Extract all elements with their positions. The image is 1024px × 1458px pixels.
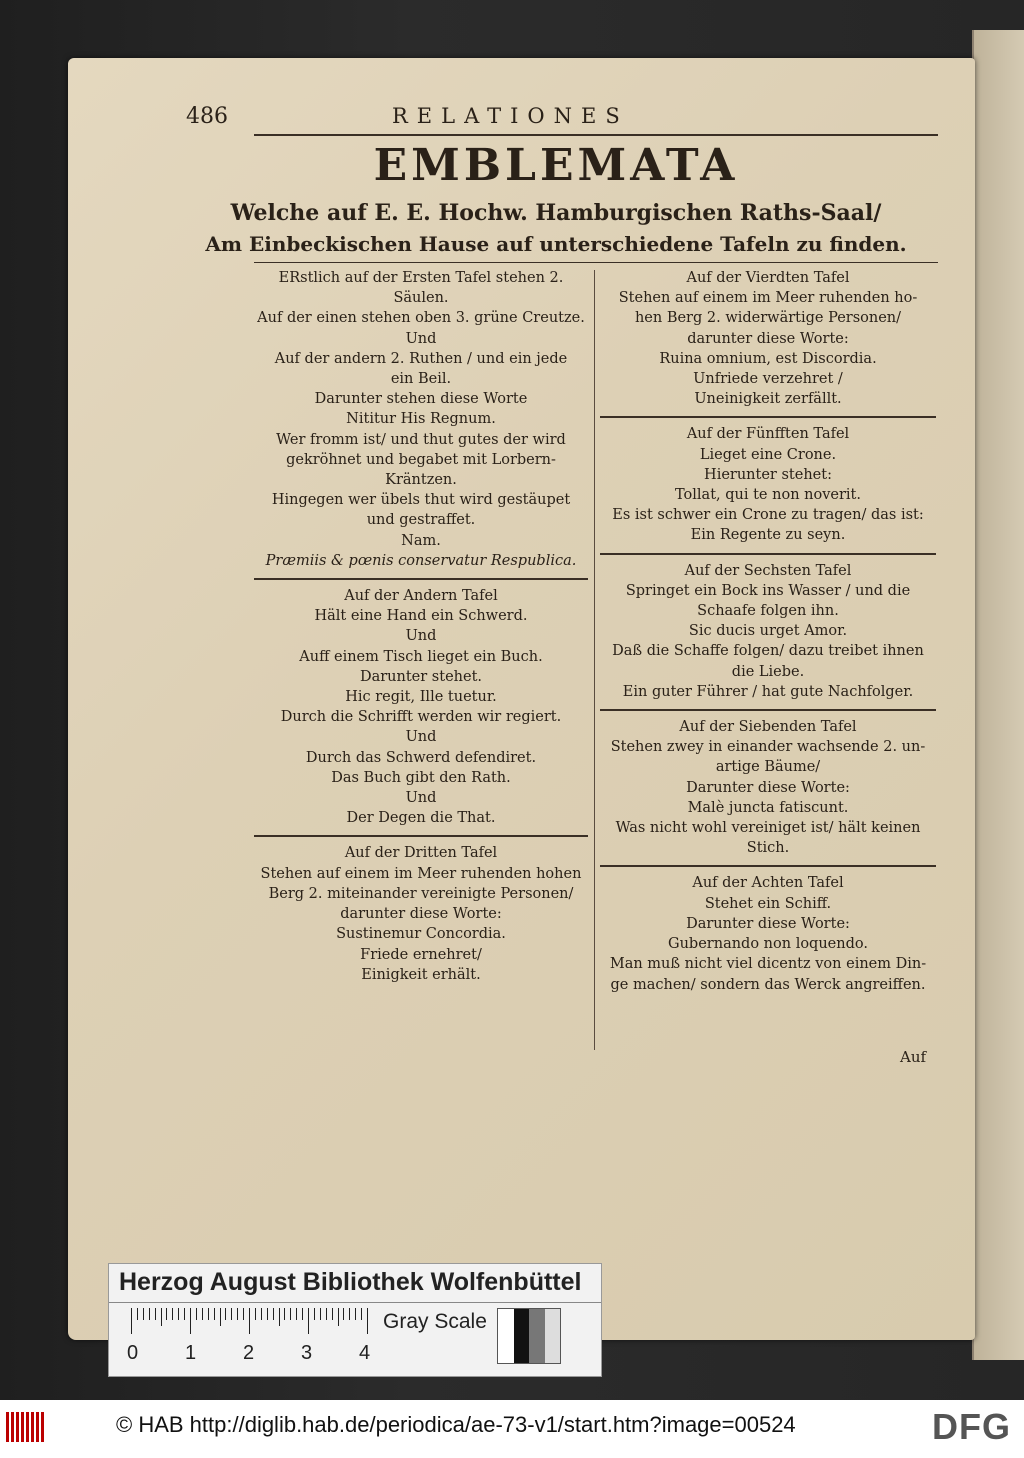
ruler-tick	[155, 1308, 156, 1320]
text-line: gekröhnet und begabet mit Lorbern-	[286, 451, 556, 468]
text-line: Uneinigkeit zerfällt.	[694, 391, 842, 408]
ruler-tick	[131, 1308, 132, 1334]
text-line: Und	[405, 628, 437, 645]
text-line: Was nicht wohl vereiniget ist/ hält keinen	[615, 820, 921, 837]
text-line: Nititur His Regnum.	[346, 411, 496, 428]
text-line: Auf der andern 2. Ruthen / und ein jede	[274, 350, 568, 367]
ruler-tick	[184, 1308, 185, 1320]
ruler-tick	[202, 1308, 203, 1320]
text-line: Malè juncta fatiscunt.	[687, 799, 849, 816]
ruler-tick	[267, 1308, 268, 1320]
text-line: Stehen zwey in einander wachsende 2. un-	[610, 739, 926, 756]
footer-url[interactable]: © HAB http://diglib.hab.de/periodica/ae-73-v1/start.htm?image=00524	[116, 1412, 796, 1437]
text-line: Daß die Schaffe folgen/ dazu treibet ihnen	[612, 643, 924, 660]
right-column	[600, 268, 936, 995]
text-line: Auf der Achten Tafel	[692, 875, 844, 892]
subtitle-line-2: Am Einbeckischen Hause auf unterschiedene Tafeln zu finden.	[205, 232, 907, 256]
text-line: Friede ernehret/	[360, 946, 482, 963]
column-divider	[594, 270, 595, 1050]
ruler-tick	[279, 1308, 280, 1326]
text-line: Unfriede verzehret /	[693, 371, 843, 388]
text-line: Sic ducis urget Amor.	[688, 623, 848, 640]
ruler-tick	[261, 1308, 262, 1320]
text-line: Säulen.	[393, 290, 449, 307]
text-line: und gestraffet.	[366, 512, 476, 529]
ruler-tick	[332, 1308, 333, 1320]
text-line: ein Beil.	[390, 371, 452, 388]
ruler-number: 4	[359, 1342, 371, 1364]
text-line: Tollat, qui te non noverit.	[675, 487, 861, 504]
page-title: EMBLEMATA	[373, 140, 739, 191]
ruler-tick	[355, 1308, 356, 1320]
ruler-tick	[361, 1308, 362, 1320]
text-line: Durch die Schrifft werden wir regiert.	[280, 709, 562, 726]
ruler-tick	[343, 1308, 344, 1320]
text-line: Der Degen die That.	[346, 810, 496, 827]
section-rule	[600, 709, 936, 711]
title-rule	[254, 262, 938, 263]
text-line: Stehen auf einem im Meer ruhenden hohen	[260, 865, 582, 882]
text-line: die Liebe.	[731, 663, 805, 680]
ruler-tick	[231, 1308, 232, 1320]
text-line: Hierunter stehet:	[704, 466, 832, 483]
ruler-tick	[149, 1308, 150, 1320]
ruler-tick	[243, 1308, 244, 1320]
ruler-tick	[284, 1308, 285, 1320]
ruler-tick	[225, 1308, 226, 1320]
text-line: Auff einem Tisch lieget ein Buch.	[299, 648, 543, 665]
text-line: Darunter diese Worte:	[686, 779, 850, 796]
emblem-entry	[600, 268, 936, 409]
text-line: Kräntzen.	[385, 472, 457, 489]
section-rule	[600, 416, 936, 418]
ruler-tick	[137, 1308, 138, 1320]
text-line: Auf der Sechsten Tafel	[684, 562, 852, 579]
emblem-entry	[600, 717, 936, 858]
text-line: Durch das Schwerd defendiret.	[305, 749, 537, 766]
text-line: Ein guter Führer / hat gute Nachfolger.	[622, 683, 914, 700]
ruler-number: 3	[301, 1342, 313, 1364]
text-line: darunter diese Worte:	[340, 906, 502, 923]
ruler-number: 0	[127, 1342, 139, 1364]
library-color-card	[108, 1263, 602, 1377]
adjacent-page-edge	[972, 30, 1024, 1360]
text-line: Hic regit, Ille tuetur.	[345, 689, 497, 706]
gray-scale-label: Gray Scale	[383, 1310, 487, 1333]
ruler-number: 2	[243, 1342, 255, 1364]
ruler-tick	[314, 1308, 315, 1320]
emblem-entry	[254, 843, 588, 984]
ruler-number: 1	[185, 1342, 197, 1364]
text-line: Berg 2. miteinander vereinigte Personen/	[268, 885, 574, 902]
ruler-tick	[338, 1308, 339, 1326]
text-line: Lieget eine Crone.	[699, 446, 837, 463]
text-line: Gubernando non loquendo.	[668, 936, 868, 953]
text-line: Springet ein Bock ins Wasser / und die	[625, 582, 911, 599]
text-line: Wer fromm ist/ und thut gutes der wird	[276, 431, 566, 448]
section-rule	[254, 578, 588, 580]
ruler-tick	[220, 1308, 221, 1326]
ruler-tick	[255, 1308, 256, 1320]
ruler-tick	[161, 1308, 162, 1326]
text-line: Schaafe folgen ihn.	[697, 603, 839, 620]
text-line: Auf der einen stehen oben 3. grüne Creutze.	[257, 310, 585, 327]
ruler-tick	[326, 1308, 327, 1320]
page-number: 486	[186, 104, 228, 129]
text-line: Auf der Siebenden Tafel	[679, 719, 857, 736]
ruler-tick	[196, 1308, 197, 1320]
left-column	[254, 268, 588, 985]
emblem-entry	[254, 268, 588, 571]
ruler-tick	[349, 1308, 350, 1320]
text-line: Sustinemur Concordia.	[336, 926, 506, 943]
text-line: Ein Regente zu seyn.	[690, 527, 846, 544]
subtitle-line-1: Welche auf E. E. Hochw. Hamburgischen Raths-Saal/	[230, 200, 882, 226]
text-line: Hingegen wer übels thut wird gestäupet	[271, 492, 571, 509]
text-line: Man muß nicht viel dicentz von einem Din-	[609, 956, 927, 973]
emblem-entry	[254, 586, 588, 828]
ruler-tick	[273, 1308, 274, 1320]
text-line: Darunter diese Worte:	[686, 915, 850, 932]
ruler-tick	[172, 1308, 173, 1320]
text-line: Es ist schwer ein Crone zu tragen/ das ist:	[612, 507, 924, 524]
ruler-tick	[290, 1308, 291, 1320]
text-line: hen Berg 2. widerwärtige Personen/	[634, 310, 902, 327]
text-line: Einigkeit erhält.	[361, 966, 481, 983]
text-line: Præmiis & pœnis conservatur Respublica.	[265, 552, 577, 569]
section-rule	[600, 865, 936, 867]
emblem-entry	[600, 424, 936, 545]
ruler-tick	[302, 1308, 303, 1320]
text-line: Auf der Dritten Tafel	[344, 845, 498, 862]
emblem-entry	[600, 873, 936, 994]
hab-logo-icon	[6, 1412, 46, 1442]
text-line: Darunter stehen diese Worte	[314, 391, 528, 408]
text-line: Auf der Vierdten Tafel	[686, 270, 850, 286]
section-rule	[600, 553, 936, 555]
ruler-tick	[296, 1308, 297, 1320]
text-line: Nam.	[401, 532, 441, 549]
text-line: ERstlich auf der Ersten Tafel stehen 2.	[278, 270, 564, 286]
text-line: Auf der Andern Tafel	[344, 588, 498, 605]
text-line: Ruina omnium, est Discordia.	[659, 350, 877, 367]
header-rule	[254, 134, 938, 136]
ruler-tick	[208, 1308, 209, 1320]
library-name: Herzog August Bibliothek Wolfenbüttel	[119, 1268, 582, 1296]
text-line: Stehet ein Schiff.	[704, 895, 832, 912]
ruler-tick	[237, 1308, 238, 1320]
text-line: Auf der Fünfften Tafel	[686, 426, 850, 443]
text-line: Und	[405, 330, 437, 347]
text-line: Das Buch gibt den Rath.	[331, 769, 511, 786]
footer-bar	[0, 1400, 1024, 1458]
section-rule	[254, 835, 588, 837]
card-divider	[109, 1302, 601, 1303]
text-line: ge machen/ sondern das Werck angreiffen.	[610, 976, 926, 993]
ruler-tick	[190, 1308, 191, 1334]
text-line: Und	[405, 790, 437, 807]
text-line: artige Bäume/	[715, 759, 821, 776]
ruler-tick	[308, 1308, 309, 1334]
text-line: Stich.	[746, 840, 790, 857]
ruler-tick	[367, 1308, 368, 1334]
ruler-tick	[320, 1308, 321, 1320]
measurement-ruler	[131, 1308, 379, 1334]
catchword: Auf	[900, 1048, 927, 1066]
ruler-tick	[249, 1308, 250, 1334]
ruler-tick	[143, 1308, 144, 1320]
text-line: Hält eine Hand ein Schwerd.	[314, 608, 528, 625]
ruler-tick	[178, 1308, 179, 1320]
text-line: Und	[405, 729, 437, 746]
gray-scale-swatch	[497, 1308, 561, 1364]
running-head: RELATIONES	[392, 104, 629, 128]
text-line: Darunter stehet.	[359, 668, 483, 685]
emblem-entry	[600, 561, 936, 702]
ruler-tick	[214, 1308, 215, 1320]
text-line: Stehen auf einem im Meer ruhenden ho-	[618, 290, 918, 307]
ruler-tick	[166, 1308, 167, 1320]
dfg-logo: DFG	[932, 1406, 1011, 1447]
text-line: darunter diese Worte:	[687, 330, 849, 347]
